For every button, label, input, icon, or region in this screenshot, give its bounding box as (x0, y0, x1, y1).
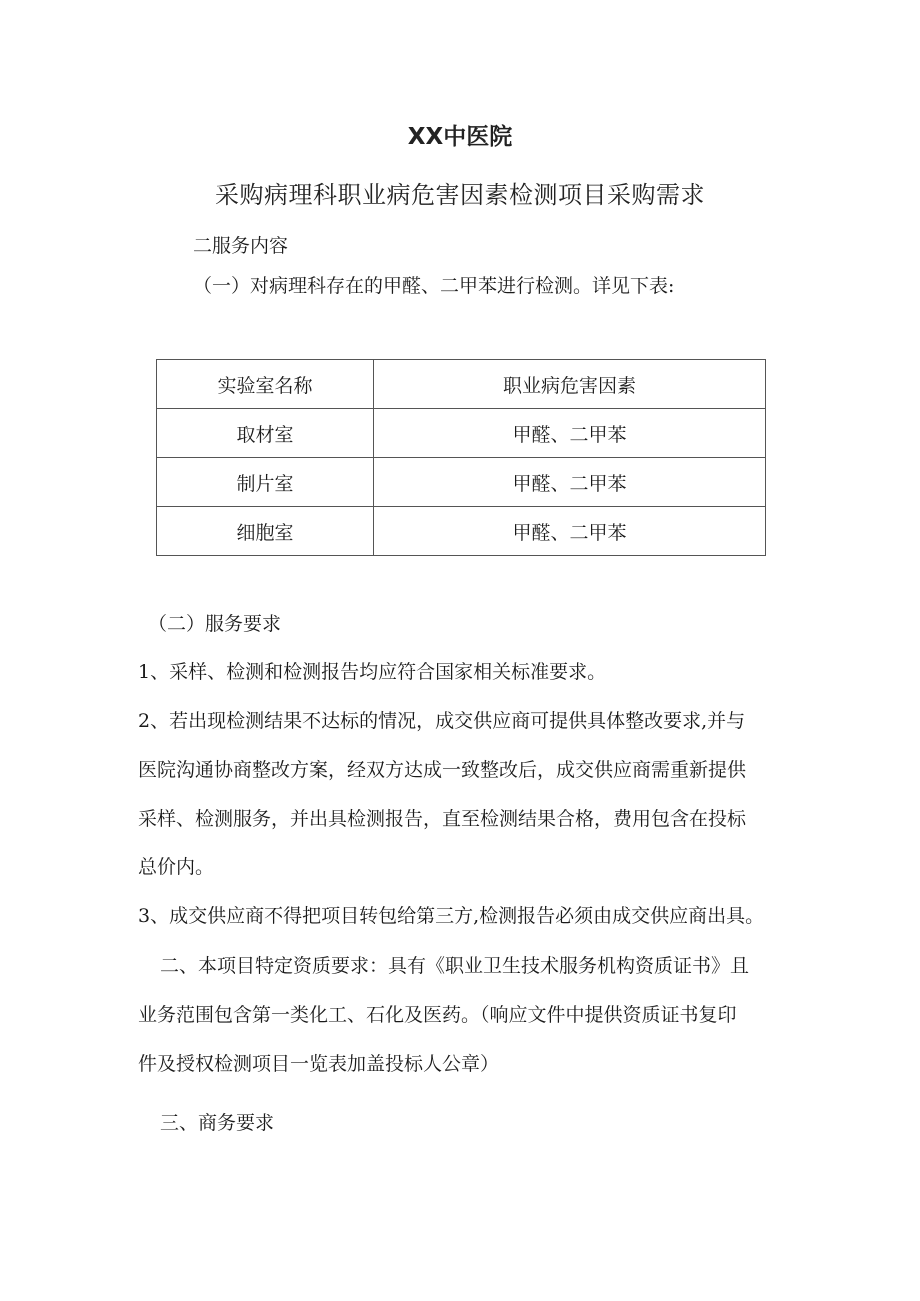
table-cell-hazard: 甲醛、二甲苯 (374, 409, 766, 458)
requirement-2-line: 总价内。 (138, 856, 215, 878)
hazard-table (156, 359, 766, 556)
requirement-2-line: 采样、检测服务，并出具检测报告，直至检测结果合格，费用包含在投标 (138, 808, 747, 830)
table-row (157, 409, 766, 458)
requirement-2-line: 2、若出现检测结果不达标的情况，成交供应商可提供具体整改要求,并与 (138, 710, 746, 732)
table-cell-hazard: 甲醛、二甲苯 (374, 458, 766, 507)
table-cell-lab: 取材室 (157, 409, 374, 458)
section-service-content: 二服务内容 (193, 235, 289, 257)
qualification-line: 件及授权检测项目一览表加盖投标人公章） (138, 1053, 500, 1075)
item-two-heading: （二）服务要求 (148, 613, 282, 635)
table-row (157, 458, 766, 507)
table-row (157, 507, 766, 556)
requirement-2-line: 医院沟通协商整改方案，经双方达成一致整改后，成交供应商需重新提供 (138, 759, 747, 781)
table-cell-lab: 细胞室 (157, 507, 374, 556)
requirement-1: 1、采样、检测和检测报告均应符合国家相关标准要求。 (138, 661, 607, 683)
item-one-text: （一）对病理科存在的甲醛、二甲苯进行检测。详见下表: (193, 275, 675, 297)
table-header-hazard: 职业病危害因素 (374, 360, 766, 409)
hospital-title: XX中医院 (407, 124, 513, 150)
qualification-line: 二、本项目特定资质要求：具有《职业卫生技术服务机构资质证书》且 (160, 955, 750, 977)
procurement-title: 采购病理科职业病危害因素检测项目采购需求 (215, 181, 705, 209)
table-header-row (157, 360, 766, 409)
qualification-line: 业务范围包含第一类化工、石化及医药。（响应文件中提供资质证书复印 (138, 1004, 737, 1026)
section-business-heading: 三、商务要求 (160, 1112, 275, 1134)
table-header-lab: 实验室名称 (157, 360, 374, 409)
requirement-3: 3、成交供应商不得把项目转包给第三方,检测报告必须由成交供应商出具。 (138, 905, 765, 927)
table-cell-hazard: 甲醛、二甲苯 (374, 507, 766, 556)
table-cell-lab: 制片室 (157, 458, 374, 507)
